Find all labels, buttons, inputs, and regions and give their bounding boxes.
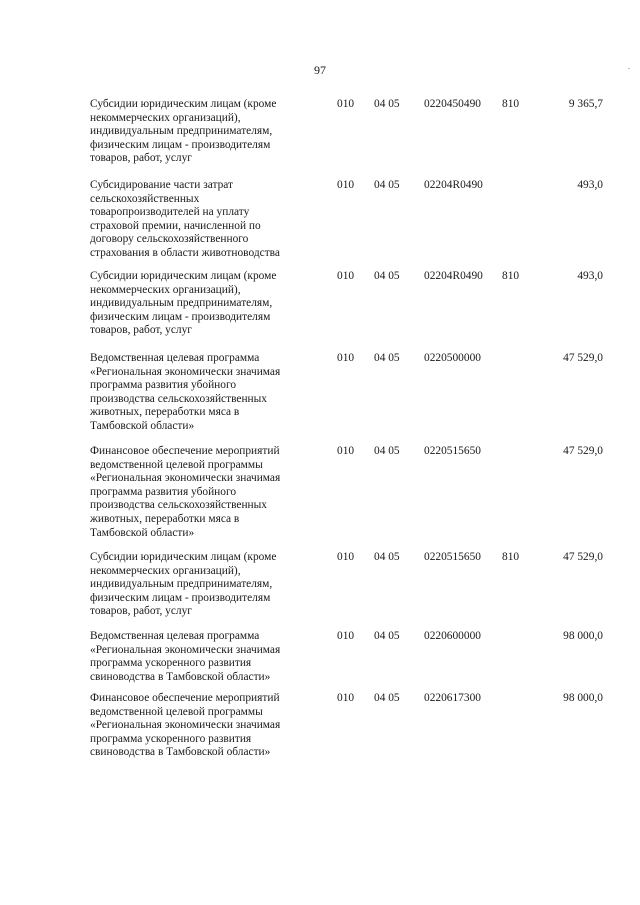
expense-type-code: 810 xyxy=(502,551,520,563)
row-description: Финансовое обеспечение мероприятий ведомственной целевой программы «Региональная экономически значимая программа ускоренного развития свиноводства в Тамбовской области» xyxy=(90,692,281,759)
section-code: 04 05 xyxy=(374,352,400,364)
section-code: 04 05 xyxy=(374,98,400,110)
ministry-code: 010 xyxy=(337,692,355,704)
row-description: Ведомственная целевая программа «Региональная экономически значимая программа ускоренного развития свиноводства в Тамбовской области» xyxy=(90,630,281,683)
section-code: 04 05 xyxy=(374,630,400,642)
section-code: 04 05 xyxy=(374,551,400,563)
row-description: Ведомственная целевая программа «Региональная экономически значимая программа развития убойного производства сельскохозяйственных животных, переработки мяса в Тамбовской области» xyxy=(90,352,281,432)
section-code: 04 05 xyxy=(374,445,400,457)
page-number: 97 xyxy=(314,63,326,77)
expense-type-code: 810 xyxy=(502,98,520,110)
target-code: 0220515650 xyxy=(424,551,481,563)
amount-value: 98 000,0 xyxy=(563,630,603,642)
target-code: 0220450490 xyxy=(424,98,481,110)
target-code: 0220600000 xyxy=(424,630,481,642)
corner-mark: . xyxy=(628,62,630,71)
target-code: 0220515650 xyxy=(424,445,481,457)
amount-value: 493,0 xyxy=(577,270,603,282)
expense-type-code: 810 xyxy=(502,270,520,282)
row-description: Субсидии юридическим лицам (кроме некоммерческих организаций), индивидуальным предпринимателям, физическим лицам - производителям товаров, работ, услуг xyxy=(90,551,277,618)
section-code: 04 05 xyxy=(374,692,400,704)
row-description: Субсидии юридическим лицам (кроме некоммерческих организаций), индивидуальным предпринимателям, физическим лицам - производителям товаров, работ, услуг xyxy=(90,270,277,337)
target-code: 0220500000 xyxy=(424,352,481,364)
amount-value: 47 529,0 xyxy=(563,445,603,457)
amount-value: 9 365,7 xyxy=(568,98,603,110)
target-code: 0220617300 xyxy=(424,692,481,704)
ministry-code: 010 xyxy=(337,179,355,191)
ministry-code: 010 xyxy=(337,98,355,110)
amount-value: 98 000,0 xyxy=(563,692,603,704)
amount-value: 47 529,0 xyxy=(563,352,603,364)
ministry-code: 010 xyxy=(337,630,355,642)
row-description: Субсидии юридическим лицам (кроме некоммерческих организаций), индивидуальным предпринимателям, физическим лицам - производителям товаров, работ, услуг xyxy=(90,98,277,165)
row-description: Субсидирование части затрат сельскохозяйственных товаропроизводителей на уплату страховой премии, начисленной по договору сельскохозяйственного страхования в области животноводства xyxy=(90,179,280,259)
ministry-code: 010 xyxy=(337,445,355,457)
target-code: 02204R0490 xyxy=(424,270,483,282)
amount-value: 493,0 xyxy=(577,179,603,191)
section-code: 04 05 xyxy=(374,179,400,191)
amount-value: 47 529,0 xyxy=(563,551,603,563)
ministry-code: 010 xyxy=(337,270,355,282)
target-code: 02204R0490 xyxy=(424,179,483,191)
ministry-code: 010 xyxy=(337,352,355,364)
row-description: Финансовое обеспечение мероприятий ведомственной целевой программы «Региональная экономически значимая программа развития убойного производства сельскохозяйственных животных, переработки мяса в Тамбовской области» xyxy=(90,445,281,539)
section-code: 04 05 xyxy=(374,270,400,282)
ministry-code: 010 xyxy=(337,551,355,563)
